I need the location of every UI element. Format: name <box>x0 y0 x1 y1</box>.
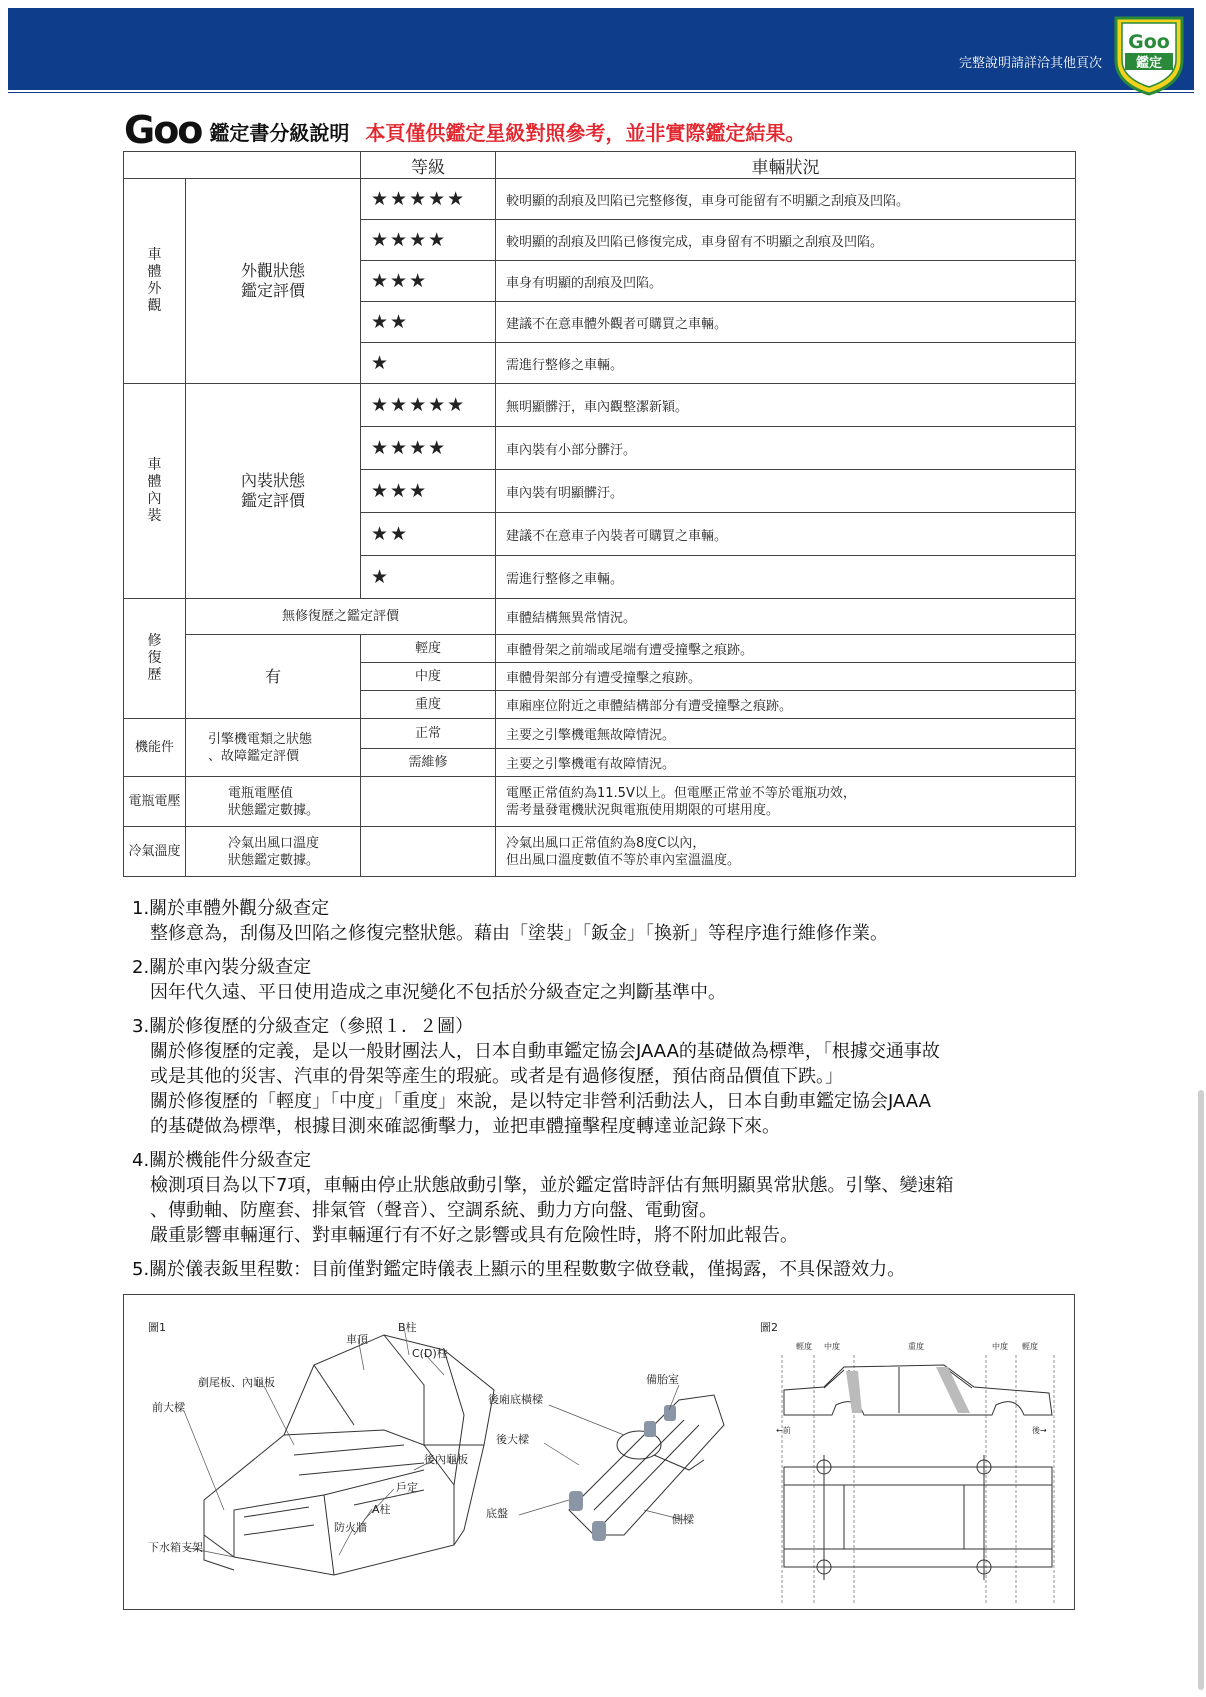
repair-section-label: 修復歷 <box>147 633 162 683</box>
aircon-label-2: 狀態鑑定數據。 <box>228 852 320 868</box>
status-cell: 無明顯髒汙，車內觀整潔新穎。 <box>496 384 1076 427</box>
table-row <box>124 384 1076 427</box>
fig1-rear-wheelhouse: 後內龜板 <box>424 1453 468 1466</box>
grade-cell: 中度 <box>361 663 496 691</box>
table-row <box>124 179 1076 220</box>
header-grade: 等級 <box>361 152 496 179</box>
aircon-status-1: 冷氣出風口正常值約為8度C以內， <box>506 835 706 851</box>
note-body-line: 嚴重影響車輛運行、對車輛運行有不好之影響或具有危險性時，將不附加此報告。 <box>150 1225 798 1246</box>
exterior-section-cell <box>124 179 186 384</box>
goo-logo: Goo <box>124 108 202 152</box>
battery-status-1: 電壓正常值約為11.5V以上。但電壓正常並不等於電瓶功效， <box>506 785 856 801</box>
interior-label-cell <box>186 384 361 599</box>
underbody-tyres <box>569 1405 676 1541</box>
notes-section <box>132 896 1092 1291</box>
repair-has-label: 有 <box>186 635 361 719</box>
table-row <box>124 635 1076 663</box>
aircon-status-2: 但出風口溫度數值不等於車內室溫溫度。 <box>506 852 741 868</box>
grade-table <box>123 151 1076 877</box>
note-item <box>132 955 1092 1005</box>
underbody-drawing <box>569 1395 724 1535</box>
status-cell: 建議不在意車子內裝者可購買之車輛。 <box>496 513 1076 556</box>
status-cell: 較明顯的刮痕及凹陷已修復完成，車身留有不明顯之刮痕及凹陷。 <box>496 220 1076 261</box>
car-side-drawing <box>784 1365 1052 1415</box>
interior-label-1: 內裝狀態 <box>240 471 305 490</box>
battery-status-cell <box>496 777 1076 827</box>
status-cell: 建議不在意車體外觀者可購買之車輛。 <box>496 302 1076 343</box>
battery-status-2: 需考量發電機狀況與電瓶使用期限的可堪用度。 <box>506 802 780 818</box>
header-status: 車輛狀況 <box>496 152 1076 179</box>
grade-cell: ★★★★ <box>361 427 496 470</box>
aircon-status-cell <box>496 827 1076 877</box>
mid-leaders <box>519 1385 684 1520</box>
exterior-label-2: 鑑定評價 <box>240 281 305 300</box>
note-body-line: 、傳動軸、防塵套、排氣管（聲音）、空調系統、動力方向盤、電動窗。 <box>150 1200 717 1221</box>
fig1-front-rail: 前大樑 <box>152 1401 185 1414</box>
table-header-blank <box>124 152 361 179</box>
note-heading: 1.關於車體外觀分級查定 <box>132 898 330 919</box>
mid-spare-tire-well: 備胎室 <box>646 1373 679 1386</box>
svg-text:Goo: Goo <box>1128 31 1170 53</box>
status-cell: 較明顯的刮痕及凹陷已完整修復，車身可能留有不明顯之刮痕及凹陷。 <box>496 179 1076 220</box>
interior-section-cell <box>124 384 186 599</box>
header-stripe <box>8 85 1194 90</box>
fig1-fender: 剷尾板、內龜板 <box>198 1376 275 1389</box>
zone-lines <box>782 1355 1054 1603</box>
table-row <box>124 599 1076 635</box>
aircon-label-1: 冷氣出風口溫度 <box>228 835 320 851</box>
header-bar <box>8 8 1194 85</box>
note-body-line: 整修意為，刮傷及凹陷之修復完整狀態。藉由「塗裝」「鈑金」「換新」等程序進行維修作業。 <box>150 923 888 944</box>
arrow-front: ←前 <box>776 1426 791 1435</box>
status-cell: 車內裝有小部分髒汙。 <box>496 427 1076 470</box>
mid-side-sill: 側樑 <box>672 1513 694 1526</box>
table-row <box>124 777 1076 827</box>
fig1-roof: 車頂 <box>346 1333 368 1346</box>
note-item <box>132 1148 1092 1248</box>
note-body-line: 的基礎做為標準，根據目測來確認衝擊力，並把車體撞擊程度轉達並記錄下來。 <box>150 1116 780 1137</box>
grade-cell: ★★★★ <box>361 220 496 261</box>
grade-cell: ★ <box>361 556 496 599</box>
aircon-grade-cell <box>361 827 496 877</box>
arrow-rear: 後→ <box>1032 1426 1047 1435</box>
status-cell: 車體骨架部分有遭受撞擊之痕跡。 <box>496 663 1076 691</box>
mid-rear-rail: 後大樑 <box>496 1433 529 1446</box>
note-heading: 4.關於機能件分級查定 <box>132 1150 312 1171</box>
battery-section-label: 電瓶電壓 <box>124 777 186 827</box>
repair-section-cell <box>124 599 186 719</box>
fig2-heavy: 重度 <box>908 1342 924 1351</box>
scrollbar[interactable] <box>1198 1090 1204 1690</box>
goo-badge-logo <box>1110 14 1188 96</box>
diagram-box <box>123 1294 1075 1610</box>
aircon-section-label: 冷氣溫度 <box>124 827 186 877</box>
engine-label-2: 、故障鑑定評價 <box>208 748 300 764</box>
disclaimer-text: 本頁僅供鑑定星級對照參考，並非實際鑑定結果。 <box>365 121 806 145</box>
note-body-line: 關於修復歷的定義，是以一般財團法人，日本自動車鑑定協会JAAA的基礎做為標準，「根據交通事故 <box>150 1041 940 1062</box>
fig2-medium-front: 中度 <box>824 1342 840 1351</box>
battery-label-2: 狀態鑑定數據。 <box>228 802 320 818</box>
header-note: 完整說明請詳洽其他頁次 <box>958 56 1102 71</box>
fig1-b-pillar: B柱 <box>398 1321 417 1334</box>
grade-cell: 重度 <box>361 691 496 719</box>
status-cell: 車內裝有明顯髒汙。 <box>496 470 1076 513</box>
status-cell: 車廂座位附近之車體結構部分有遭受撞擊之痕跡。 <box>496 691 1076 719</box>
grade-cell: ★★ <box>361 302 496 343</box>
aircon-label-cell <box>186 827 361 877</box>
note-body-line: 或是其他的災害、汽車的骨架等產生的瑕疵。或者是有過修復歷，預估商品價值下跌。」 <box>150 1066 843 1087</box>
header-rule <box>8 92 1194 93</box>
page-title-row <box>124 108 806 152</box>
interior-section-label: 車體內裝 <box>147 457 162 524</box>
note-heading: 3.關於修復歷的分級查定（參照１．２圖） <box>132 1016 474 1037</box>
table-row <box>124 827 1076 877</box>
grade-cell: 輕度 <box>361 635 496 663</box>
fig1-label: 圖1 <box>148 1321 166 1334</box>
status-cell: 主要之引擎機電有故障情況。 <box>496 749 1076 777</box>
car-plan-drawing <box>784 1455 1052 1580</box>
note-body-line: 檢測項目為以下7項，車輛由停止狀態啟動引擎，並於鑑定當時評估有無明顯異常狀態。引擎、變速箱 <box>150 1175 954 1196</box>
engine-section-label: 機能件 <box>124 719 186 777</box>
exterior-label-cell <box>186 179 361 384</box>
battery-grade-cell <box>361 777 496 827</box>
fig1-c-pillar: C(D)柱 <box>412 1347 448 1360</box>
fig1-door: 戶定 <box>396 1481 418 1494</box>
note-heading: 2.關於車內裝分級查定 <box>132 957 312 978</box>
fig1-a-pillar: A柱 <box>372 1503 391 1516</box>
battery-label-cell <box>186 777 361 827</box>
note-body-line: 因年代久遠、平日使用造成之車況變化不包括於分級查定之判斷基準中。 <box>150 982 726 1003</box>
grade-cell: ★★★ <box>361 261 496 302</box>
interior-label-2: 鑑定評價 <box>240 491 305 510</box>
table-row <box>124 719 1076 749</box>
grade-cell: ★★ <box>361 513 496 556</box>
status-cell: 車身有明顯的刮痕及凹陷。 <box>496 261 1076 302</box>
mid-rear-crossmember: 後廂底橫樑 <box>488 1393 543 1406</box>
page-title: 鑑定書分級說明 <box>209 121 350 145</box>
fig1-radiator-support: 下水箱支架 <box>148 1541 203 1554</box>
status-cell: 需進行整修之車輛。 <box>496 556 1076 599</box>
grade-cell: ★ <box>361 343 496 384</box>
fig2-medium-rear: 中度 <box>992 1342 1008 1351</box>
svg-text:鑑定: 鑑定 <box>1135 56 1163 71</box>
table-header-row <box>124 152 1076 179</box>
engine-label-1: 引擎機電類之狀態 <box>208 731 313 747</box>
note-item <box>132 1257 1092 1282</box>
status-cell: 需進行整修之車輛。 <box>496 343 1076 384</box>
car-frame-diagrams <box>124 1295 1074 1609</box>
car-side-hatch <box>846 1367 970 1413</box>
exterior-section-label: 車體外觀 <box>147 247 162 314</box>
note-heading: 5.關於儀表鈑里程數：目前僅對鑑定時儀表上顯示的里程數數字做登載，僅揭露，不具保證效力。 <box>132 1259 906 1280</box>
note-item <box>132 896 1092 946</box>
grade-cell: 正常 <box>361 719 496 749</box>
status-cell: 主要之引擎機電無故障情況。 <box>496 719 1076 749</box>
battery-label-1: 電瓶電壓值 <box>228 785 294 801</box>
fig2-light-front: 輕度 <box>796 1342 812 1351</box>
repair-none-label: 無修復歷之鑑定評價 <box>186 599 496 635</box>
status-cell: 車體結構無異常情況。 <box>496 599 1076 635</box>
grade-cell: ★★★ <box>361 470 496 513</box>
fig1-firewall: 防火牆 <box>334 1521 367 1534</box>
grade-cell: 需維修 <box>361 749 496 777</box>
mid-floor: 底盤 <box>486 1507 508 1520</box>
status-cell: 車體骨架之前端或尾端有遭受撞擊之痕跡。 <box>496 635 1076 663</box>
engine-label-cell <box>186 719 361 777</box>
grade-cell: ★★★★★ <box>361 384 496 427</box>
note-body-line: 關於修復歷的「輕度」「中度」「重度」來說，是以特定非營利活動法人，日本自動車鑑定協会JAAA <box>150 1091 931 1112</box>
exterior-label-1: 外觀狀態 <box>240 261 305 280</box>
grade-cell: ★★★★★ <box>361 179 496 220</box>
fig2-label: 圖2 <box>760 1321 778 1334</box>
note-item <box>132 1014 1092 1139</box>
fig2-light-rear: 輕度 <box>1022 1342 1038 1351</box>
